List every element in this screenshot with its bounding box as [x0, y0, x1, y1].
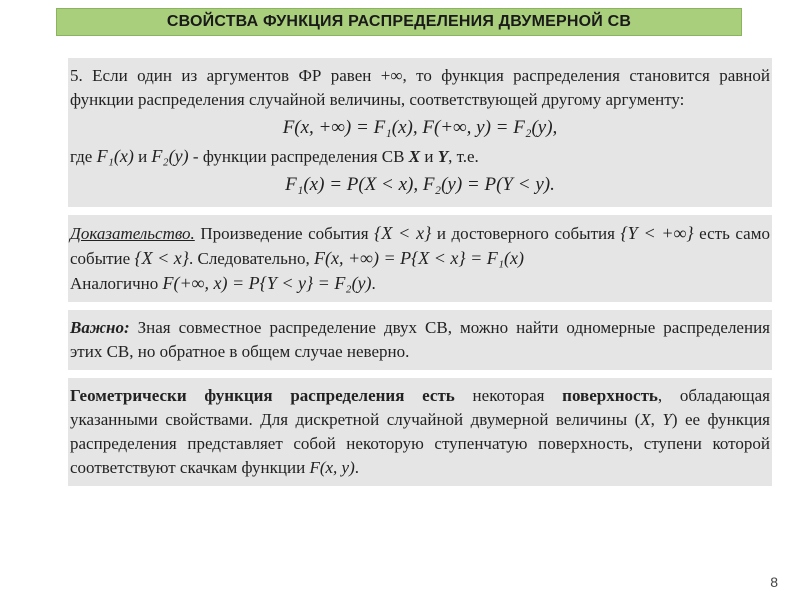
formula-probabilities: F₁(x) = P(X < x), F₂(y) = P(Y < y). — [285, 174, 555, 195]
analog-line — [70, 271, 770, 296]
where-Y: Y — [437, 147, 449, 166]
where-line — [70, 144, 770, 169]
geometry-comma: , — [650, 410, 663, 429]
where-and: и — [133, 147, 152, 166]
where-f2: F₂(y) — [151, 146, 189, 166]
analog-text: Аналогично — [70, 274, 163, 293]
event-2: {Y < +∞} — [620, 223, 694, 243]
important-block — [68, 310, 772, 370]
property-5-text: 5. Если один из аргументов ФР равен +∞, то функция распределения становится равной функции распределения случайной величины, соответствующей другому аргументу: — [70, 66, 770, 109]
geometry-args: (x, y) — [319, 458, 355, 477]
geometry-X: X — [640, 410, 651, 429]
where-X: X — [408, 147, 421, 166]
important-text — [70, 316, 770, 364]
event-1: {X < x} — [374, 223, 432, 243]
geometry-text-2: , обладающая указанными свойствами. Для дискретной случайной двумерной величины ( — [70, 386, 770, 429]
proof-text-3: есть само событие — [70, 224, 770, 268]
proof-text-1: Произведение события — [194, 224, 375, 243]
formula-4: F(+∞, x) = P{Y < y} = F₂(y) — [162, 273, 372, 293]
proof-text-2: и достоверного события — [431, 224, 621, 243]
proof-text — [70, 221, 770, 271]
geometry-text-3: ) ее функция распределения представляет собой некоторую ступенчатую поверхность, ступени которой соответствуют скачкам функции — [70, 410, 770, 477]
title-bar — [56, 8, 742, 36]
where-f1: F₁(x) — [96, 146, 134, 166]
important-body: Зная совместное распределение двух СВ, можно найти одномерные распределения этих СВ, но обратное в общем случае неверно. — [70, 318, 770, 361]
formula-3: F(x, +∞) = P{X < x} = F₁(x) — [314, 248, 524, 268]
page-number: 8 — [770, 574, 778, 590]
proof-label: Доказательство. — [70, 224, 195, 243]
analog-end: . — [371, 274, 376, 293]
geometry-Y: Y — [662, 410, 672, 429]
slide-title: СВОЙСТВА ФУНКЦИЯ РАСПРЕДЕЛЕНИЯ ДВУМЕРНОЙ СВ — [166, 13, 632, 30]
geometry-bold-1: Геометрически функция распределения есть — [70, 386, 455, 405]
where-and2: и — [420, 147, 438, 166]
proof-text-4: . Следовательно, — [188, 249, 314, 268]
event-3: {X < x} — [134, 248, 189, 268]
geometry-F: F — [309, 458, 320, 477]
slide-content — [68, 58, 772, 494]
geometry-block — [68, 378, 772, 486]
where-prefix: где — [70, 147, 97, 166]
important-label: Важно: — [70, 318, 130, 337]
geometry-text-1: некоторая — [454, 386, 563, 405]
property-5-block — [68, 58, 772, 207]
geometry-text — [70, 384, 770, 480]
geometry-end: . — [354, 458, 360, 477]
where-suffix: - функции распределения СВ — [188, 147, 409, 166]
where-end: , т.е. — [448, 147, 479, 166]
proof-block — [68, 215, 772, 302]
geometry-bold-2: поверхность — [562, 386, 658, 405]
formula-marginals: F(x, +∞) = F₁(x), F(+∞, y) = F₂(y), — [282, 117, 558, 138]
